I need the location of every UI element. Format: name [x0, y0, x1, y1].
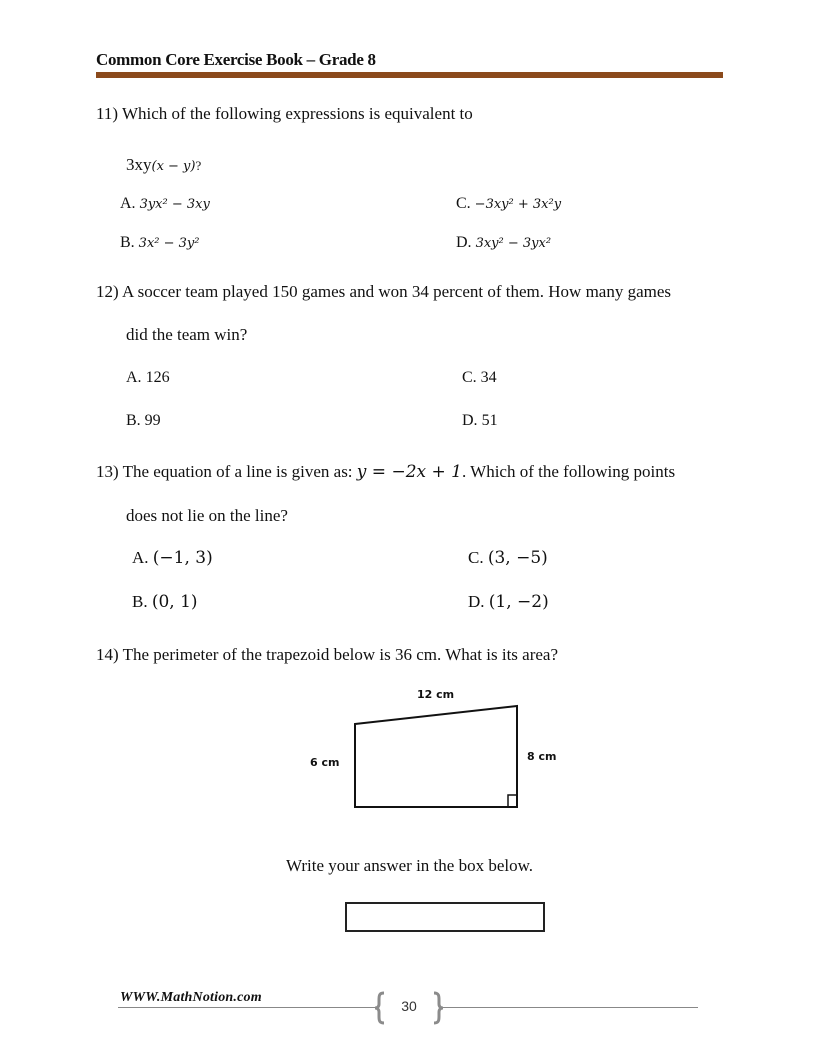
option-13-a[interactable]: [132, 548, 213, 568]
option-11-c[interactable]: [456, 195, 561, 213]
question-text-tail: . Which of the following points: [461, 462, 676, 481]
expression-paren: (x − y): [151, 159, 196, 174]
option-letter: D.: [456, 234, 472, 251]
option-11-d[interactable]: [456, 234, 551, 252]
option-letter: B.: [120, 234, 135, 251]
question-text: Which of the following expressions is equivalent to: [121, 104, 473, 123]
option-12-b[interactable]: [126, 412, 161, 430]
trapezoid-figure: [340, 700, 540, 815]
question-11: [96, 104, 473, 124]
question-text: The equation of a line is given as:: [122, 462, 357, 481]
question-13: [96, 462, 675, 482]
page-header-title: Common Core Exercise Book – Grade 8: [96, 50, 376, 69]
question-number: 13): [96, 462, 119, 481]
trapezoid-shape: [355, 706, 517, 807]
answer-box[interactable]: [345, 902, 545, 932]
footer-rule-left: [118, 1007, 376, 1008]
option-value: 126: [145, 369, 170, 386]
left-brace-icon: [375, 993, 384, 1023]
option-point: (3, −5): [487, 548, 548, 568]
option-math: 3x² − 3y²: [138, 236, 200, 251]
option-letter: A.: [132, 548, 149, 567]
option-math: 3xy² − 3yx²: [475, 236, 552, 251]
left-side-label: 6 cm: [310, 756, 340, 769]
question-text: The perimeter of the trapezoid below is 36 cm. What is its area?: [122, 645, 559, 664]
question-12: [96, 282, 671, 302]
question-text: A soccer team played 150 games and won 34 percent of them. How many games: [121, 282, 672, 301]
option-13-b[interactable]: [132, 592, 198, 612]
right-side-label: 8 cm: [527, 750, 557, 763]
option-letter: C.: [456, 195, 471, 212]
option-letter: A.: [126, 369, 142, 386]
footer-rule-right: [440, 1007, 698, 1008]
option-math: −3xy² + 3x²y: [474, 197, 562, 212]
right-brace-icon: [434, 993, 443, 1023]
option-11-a[interactable]: [120, 195, 210, 213]
option-point: (0, 1): [151, 592, 198, 612]
option-12-c[interactable]: [462, 369, 497, 387]
expression-suffix: ?: [195, 158, 202, 173]
right-angle-marker: [508, 795, 517, 807]
option-12-d[interactable]: [462, 412, 498, 430]
option-12-a[interactable]: [126, 369, 170, 387]
expression-prefix: 3xy: [126, 155, 152, 174]
option-value: 34: [480, 369, 497, 386]
option-13-c[interactable]: [468, 548, 548, 568]
option-letter: C.: [462, 369, 477, 386]
question-11-expression: [126, 155, 201, 175]
option-value: 99: [144, 412, 161, 429]
question-12-line2: did the team win?: [126, 325, 248, 344]
option-letter: D.: [468, 592, 485, 611]
question-14: [96, 645, 558, 665]
option-11-b[interactable]: [120, 234, 199, 252]
option-letter: B.: [132, 592, 148, 611]
question-number: 12): [96, 282, 119, 301]
option-13-d[interactable]: [468, 592, 549, 612]
top-side-label: 12 cm: [417, 688, 455, 701]
option-point: (−1, 3): [152, 548, 213, 568]
question-13-line2: does not lie on the line?: [126, 506, 288, 525]
option-letter: D.: [462, 412, 478, 429]
question-number: 14): [96, 645, 119, 664]
header-rule: [96, 72, 723, 78]
option-math: 3yx² − 3xy: [139, 197, 210, 212]
option-letter: C.: [468, 548, 484, 567]
option-letter: A.: [120, 195, 136, 212]
line-equation: y = −2x + 1: [356, 462, 462, 482]
question-number: 11): [96, 104, 119, 123]
option-letter: B.: [126, 412, 141, 429]
page-number: 30: [401, 998, 417, 1014]
answer-instruction: Write your answer in the box below.: [286, 856, 534, 875]
option-point: (1, −2): [488, 592, 549, 612]
footer-website: WWW.MathNotion.com: [120, 990, 262, 1005]
option-value: 51: [481, 412, 498, 429]
